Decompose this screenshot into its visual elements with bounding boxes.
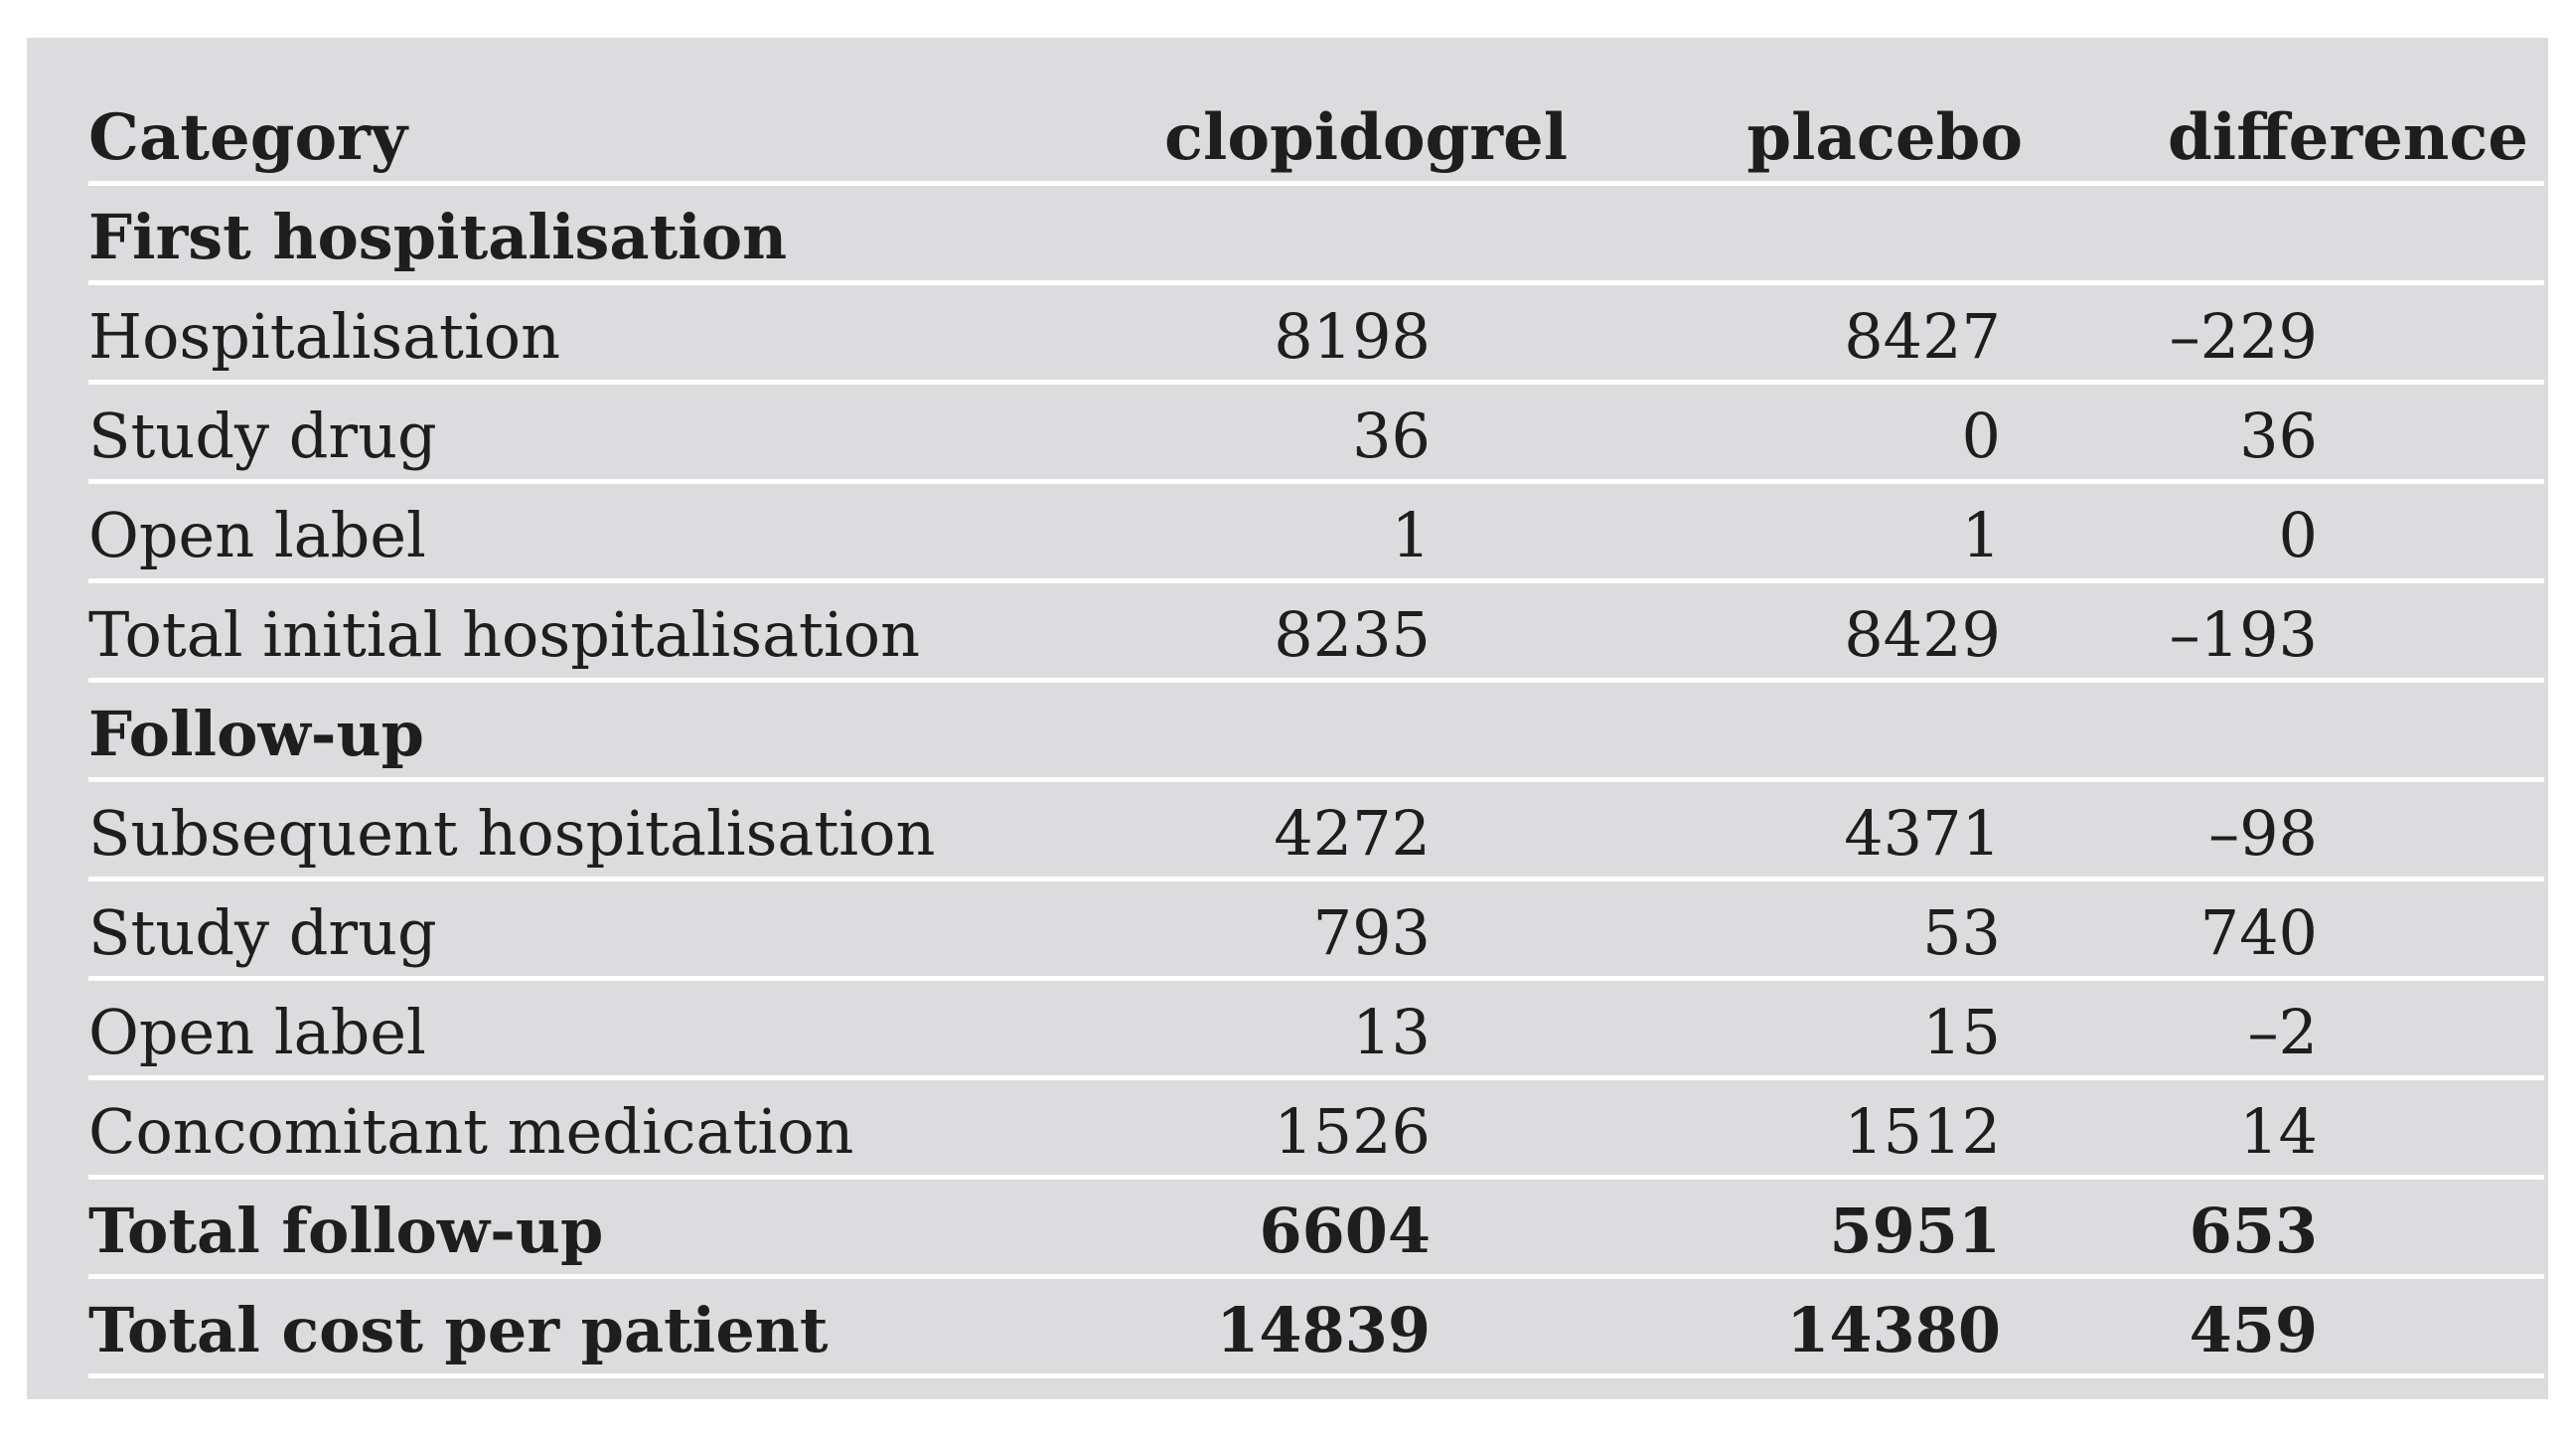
row-label: Hospitalisation: [88, 300, 561, 373]
cell-difference: –193: [2169, 598, 2318, 671]
cell-placebo: 1512: [1844, 1095, 2001, 1168]
cell-placebo: 8429: [1844, 598, 2001, 671]
header-category: Category: [88, 100, 408, 175]
cell-clopidogrel: 1: [1391, 499, 1431, 571]
cell-clopidogrel: 4272: [1274, 797, 1431, 870]
cell-difference: 14: [2239, 1095, 2318, 1168]
row-label: Open label: [88, 499, 426, 571]
cell-placebo: 4371: [1844, 797, 2001, 870]
table-body: [88, 186, 2544, 1378]
cell-placebo: 53: [1922, 896, 2001, 969]
cell-clopidogrel: 8235: [1274, 598, 1431, 671]
table-row: [88, 583, 2544, 683]
cell-clopidogrel: 793: [1312, 896, 1431, 969]
cell-difference: 0: [2278, 499, 2318, 571]
cell-clopidogrel: 13: [1352, 996, 1431, 1068]
cell-placebo: 5951: [1829, 1195, 2001, 1267]
table-row: [88, 881, 2544, 981]
cell-difference: –229: [2169, 300, 2318, 373]
row-label: Study drug: [88, 896, 437, 969]
table-row: [88, 186, 2544, 285]
cell-clopidogrel: 36: [1352, 400, 1431, 472]
table-row: [88, 285, 2544, 385]
table-row: [88, 782, 2544, 881]
cell-clopidogrel: 1526: [1274, 1095, 1431, 1168]
cell-difference: 653: [2189, 1195, 2318, 1267]
cell-clopidogrel: 14839: [1216, 1294, 1431, 1366]
cell-difference: 740: [2199, 896, 2318, 969]
cell-placebo: 8427: [1844, 300, 2001, 373]
header-difference: difference: [2168, 100, 2528, 175]
table-row: [88, 385, 2544, 484]
header-placebo: placebo: [1746, 100, 2023, 175]
cost-table: [88, 86, 2544, 1378]
cell-clopidogrel: 6604: [1259, 1195, 1431, 1267]
table-row: [88, 683, 2544, 782]
header-clopidogrel: clopidogrel: [1164, 100, 1568, 175]
cell-difference: –2: [2247, 996, 2318, 1068]
row-label: First hospitalisation: [88, 201, 788, 273]
cell-difference: –98: [2208, 797, 2318, 870]
row-label: Subsequent hospitalisation: [88, 797, 936, 870]
cell-difference: 459: [2189, 1294, 2318, 1366]
table-row: [88, 484, 2544, 583]
table-header-row: [88, 86, 2544, 186]
row-label: Total follow-up: [88, 1195, 604, 1267]
table-row: [88, 1080, 2544, 1180]
row-label: Concomitant medication: [88, 1095, 854, 1168]
row-label: Study drug: [88, 400, 437, 472]
row-label: Open label: [88, 996, 426, 1068]
row-label: Total cost per patient: [88, 1294, 829, 1366]
row-label: Follow-up: [88, 698, 424, 770]
cell-placebo: 14380: [1786, 1294, 2001, 1366]
table-row: [88, 1180, 2544, 1279]
cell-placebo: 15: [1922, 996, 2001, 1068]
cost-table-panel: [27, 38, 2548, 1399]
cell-placebo: 1: [1961, 499, 2001, 571]
table-row: [88, 981, 2544, 1080]
cell-clopidogrel: 8198: [1274, 300, 1431, 373]
table-row: [88, 1279, 2544, 1378]
cell-placebo: 0: [1961, 400, 2001, 472]
cell-difference: 36: [2239, 400, 2318, 472]
row-label: Total initial hospitalisation: [88, 598, 921, 671]
